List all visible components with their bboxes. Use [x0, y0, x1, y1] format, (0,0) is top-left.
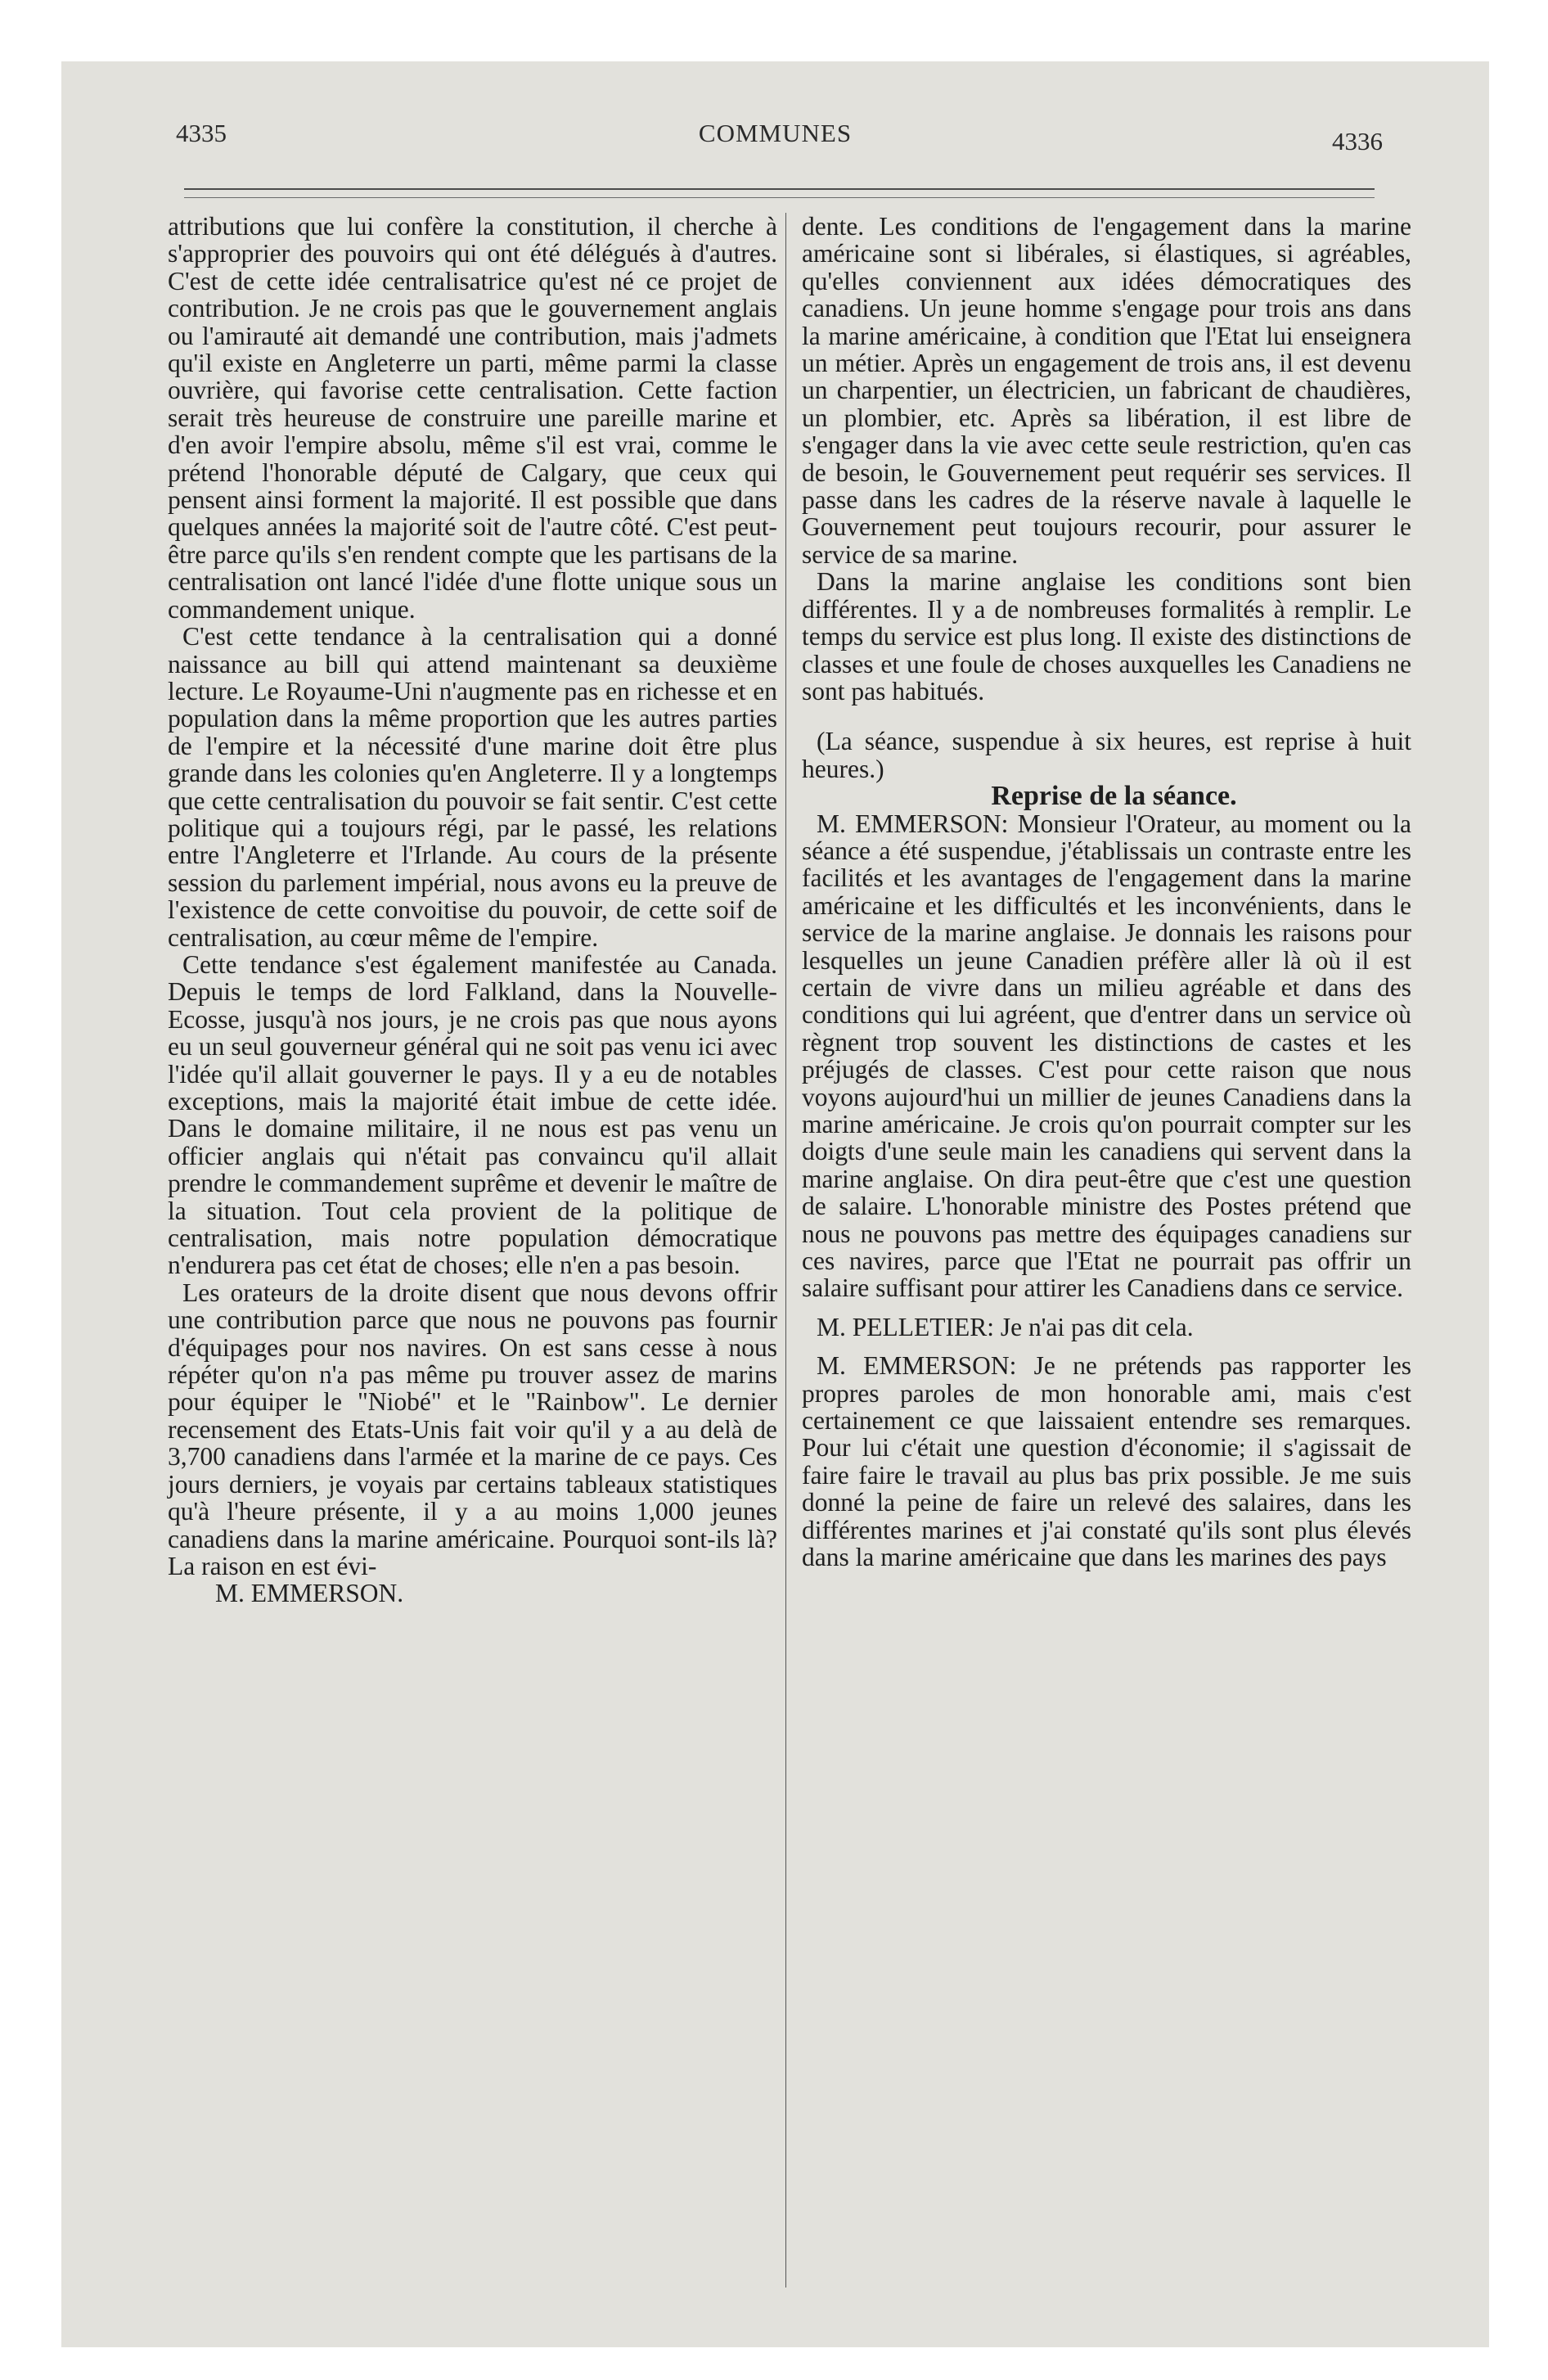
speaker-name: M. PELLETIER:: [817, 1312, 994, 1341]
right-page-number: 4336: [1332, 127, 1383, 156]
left-column: [168, 213, 777, 1607]
right-paragraph: Dans la marine anglaise les conditions sont bien différentes. Il y a de nombreuses formalités à remplir. Le temps du service est plus long. Il existe des distinctions de classes et une foule de choses auxquelles les Canadiens ne sont pas habitués.: [802, 567, 1411, 705]
speech-text: Je ne prétends pas rapporter les propres paroles de mon honorable ami, mais c'est certainement ce que laissaient entendre ses remarques. Pour lui c'était une question d'économie; il s'agissait de faire faire le travail au plus bas prix possible. Je me suis donné la peine de faire un relevé des salaires, dans les différentes marines et j'ai constaté qu'ils sont plus élevés dans la marine américaine que dans les marines des pays: [802, 1351, 1411, 1572]
suspension-note: (La séance, suspendue à six heures, est reprise à huit heures.): [802, 727, 1411, 783]
speech-paragraph: [802, 1314, 1411, 1341]
left-page-number: 4335: [176, 119, 227, 147]
speaker-name: M. EMMERSON:: [817, 809, 1009, 838]
speech-paragraph: [802, 1352, 1411, 1571]
left-paragraph: Cette tendance s'est également manifestée au Canada. Depuis le temps de lord Falkland, dans la Nouvelle-Ecosse, jusqu'à nos jours, je ne crois pas que nous ayons eu un seul gouverneur général qui ne soit pas venu ici avec l'idée qu'il allait gouverner le pays. Il y a eu de notables exceptions, mais la majorité était imbue de cette idée. Dans le domaine militaire, il ne nous est pas venu un officier anglais qui n'était pas convaincu qu'il allait prendre le commandement suprême et devenir le maître de la situation. Tout cela provient de la politique de centralisation, mais notre population démocratique n'endurera pas cet état de choses; elle n'en a pas besoin.: [168, 949, 777, 1280]
left-signoff: M. EMMERSON.: [215, 1579, 404, 1608]
column-divider: [785, 213, 786, 2288]
left-paragraph: C'est cette tendance à la centralisation qui a donné naissance au bill qui attend maintenant sa deuxième lecture. Le Royaume-Uni n'augmente pas en richesse et en population dans la même proportion que les autres parties de l'empire et la nécessité d'une marine doit être plus grande dans les colonies qu'en Angleterre. Il y a longtemps que cette centralisation du pouvoir se fait sentir. C'est cette politique qui a toujours régi, par le passé, les relations entre l'Angleterre et l'Irlande. Au cours de la présente session du parlement impérial, nous avons eu la preuve de l'existence de cette convoitise du pouvoir, de cette soif de centralisation, au cœur même de l'empire.: [168, 622, 777, 952]
header-rule-bottom: [184, 197, 1375, 198]
spacer: [802, 705, 1411, 728]
speech-paragraph: [802, 810, 1411, 1302]
running-title: COMMUNES: [698, 119, 853, 147]
right-column: [802, 213, 1411, 1571]
speech-text: Je n'ai pas dit cela.: [1000, 1312, 1194, 1341]
left-paragraph: Les orateurs de la droite disent que nous devons offrir une contribution parce que nous ne pouvons pas fournir d'équipages pour nos navires. On est sans cesse à nous répéter qu'on n'a pas même pu trouver assez de marins pour équiper le "Niobé" et le "Rainbow". Le dernier recensement des Etats-Unis fait voir qu'il y a au delà de 3,700 canadiens dans l'armée et la marine de ce pays. Ces jours derniers, je voyais par certains tableaux statistiques qu'à l'heure présente, il y a au moins 1,000 jeunes canadiens dans la marine américaine. Pourquoi sont-ils là? La raison en est évi-: [168, 1278, 777, 1580]
speaker-name: M. EMMERSON:: [817, 1351, 1017, 1381]
right-paragraph: dente. Les conditions de l'engagement dans la marine américaine sont si libérales, si élastiques, si agréables, qu'elles conviennent aux idées démocratiques des canadiens. Un jeune homme s'engage pour trois ans dans la marine américaine, à condition que l'Etat lui enseignera un métier. Après un engagement de trois ans, il est devenu un charpentier, un électricien, un fabricant de chaudières, un plombier, etc. Après sa libération, il est libre de s'engager dans la vie avec cette seule restriction, qu'en cas de besoin, le Gouvernement peut requérir ses services. Il passe dans les cadres de la réserve navale à laquelle le Gouvernement peut toujours recourir, pour assurer le service de sa marine.: [802, 212, 1411, 569]
scanned-page: [61, 61, 1489, 2347]
header-rule-top: [184, 188, 1375, 190]
section-heading: Reprise de la séance.: [991, 781, 1237, 812]
speech-text: Monsieur l'Orateur, au moment ou la séance a été suspendue, j'établissais un contraste entre les facilités et les avantages de l'engagement dans la marine américaine et les difficultés et les inconvénients, dans le service de la marine anglaise. Je donnais les raisons pour lesquelles un jeune Canadien préfère aller là où il est certain de vivre dans un milieu agréable et dans des conditions qui lui agréent, que d'entrer dans un service où règnent trop souvent les distinctions de castes et les préjugés de classes. C'est pour cette raison que nous voyons aujourd'hui un millier de jeunes Canadiens dans la marine américaine. Je crois qu'on pourrait compter sur les doigts d'une seule main les canadiens qui servent dans la marine anglaise. On dira peut-être que c'est une question de salaire. L'honorable ministre des Postes prétend que nous ne pouvons pas mettre des équipages canadiens sur ces navires, parce que l'Etat ne pourrait pas offrir un salaire suffisant pour attirer les Canadiens dans ce service.: [802, 809, 1411, 1303]
left-paragraph: attributions que lui confère la constitution, il cherche à s'approprier des pouvoirs qui ont été délégués à d'autres. C'est de cette idée centralisatrice qu'est né ce projet de contribution. Je ne crois pas que le gouvernement anglais ou l'amirauté ait demandé une contribution, mais j'admets qu'il existe en Angleterre un parti, même parmi la classe ouvrière, qui favorise cette centralisation. Cette faction serait très heureuse de construire une pareille marine et d'en avoir l'empire absolu, même s'il est vrai, comme le prétend l'honorable député de Calgary, que ceux qui pensent ainsi forment la majorité. Il est possible que dans quelques années la majorité soit de l'autre côté. C'est peut-être parce qu'ils s'en rendent compte que les partisans de la centralisation ont lancé l'idée d'une flotte unique sous un commandement unique.: [168, 212, 777, 624]
